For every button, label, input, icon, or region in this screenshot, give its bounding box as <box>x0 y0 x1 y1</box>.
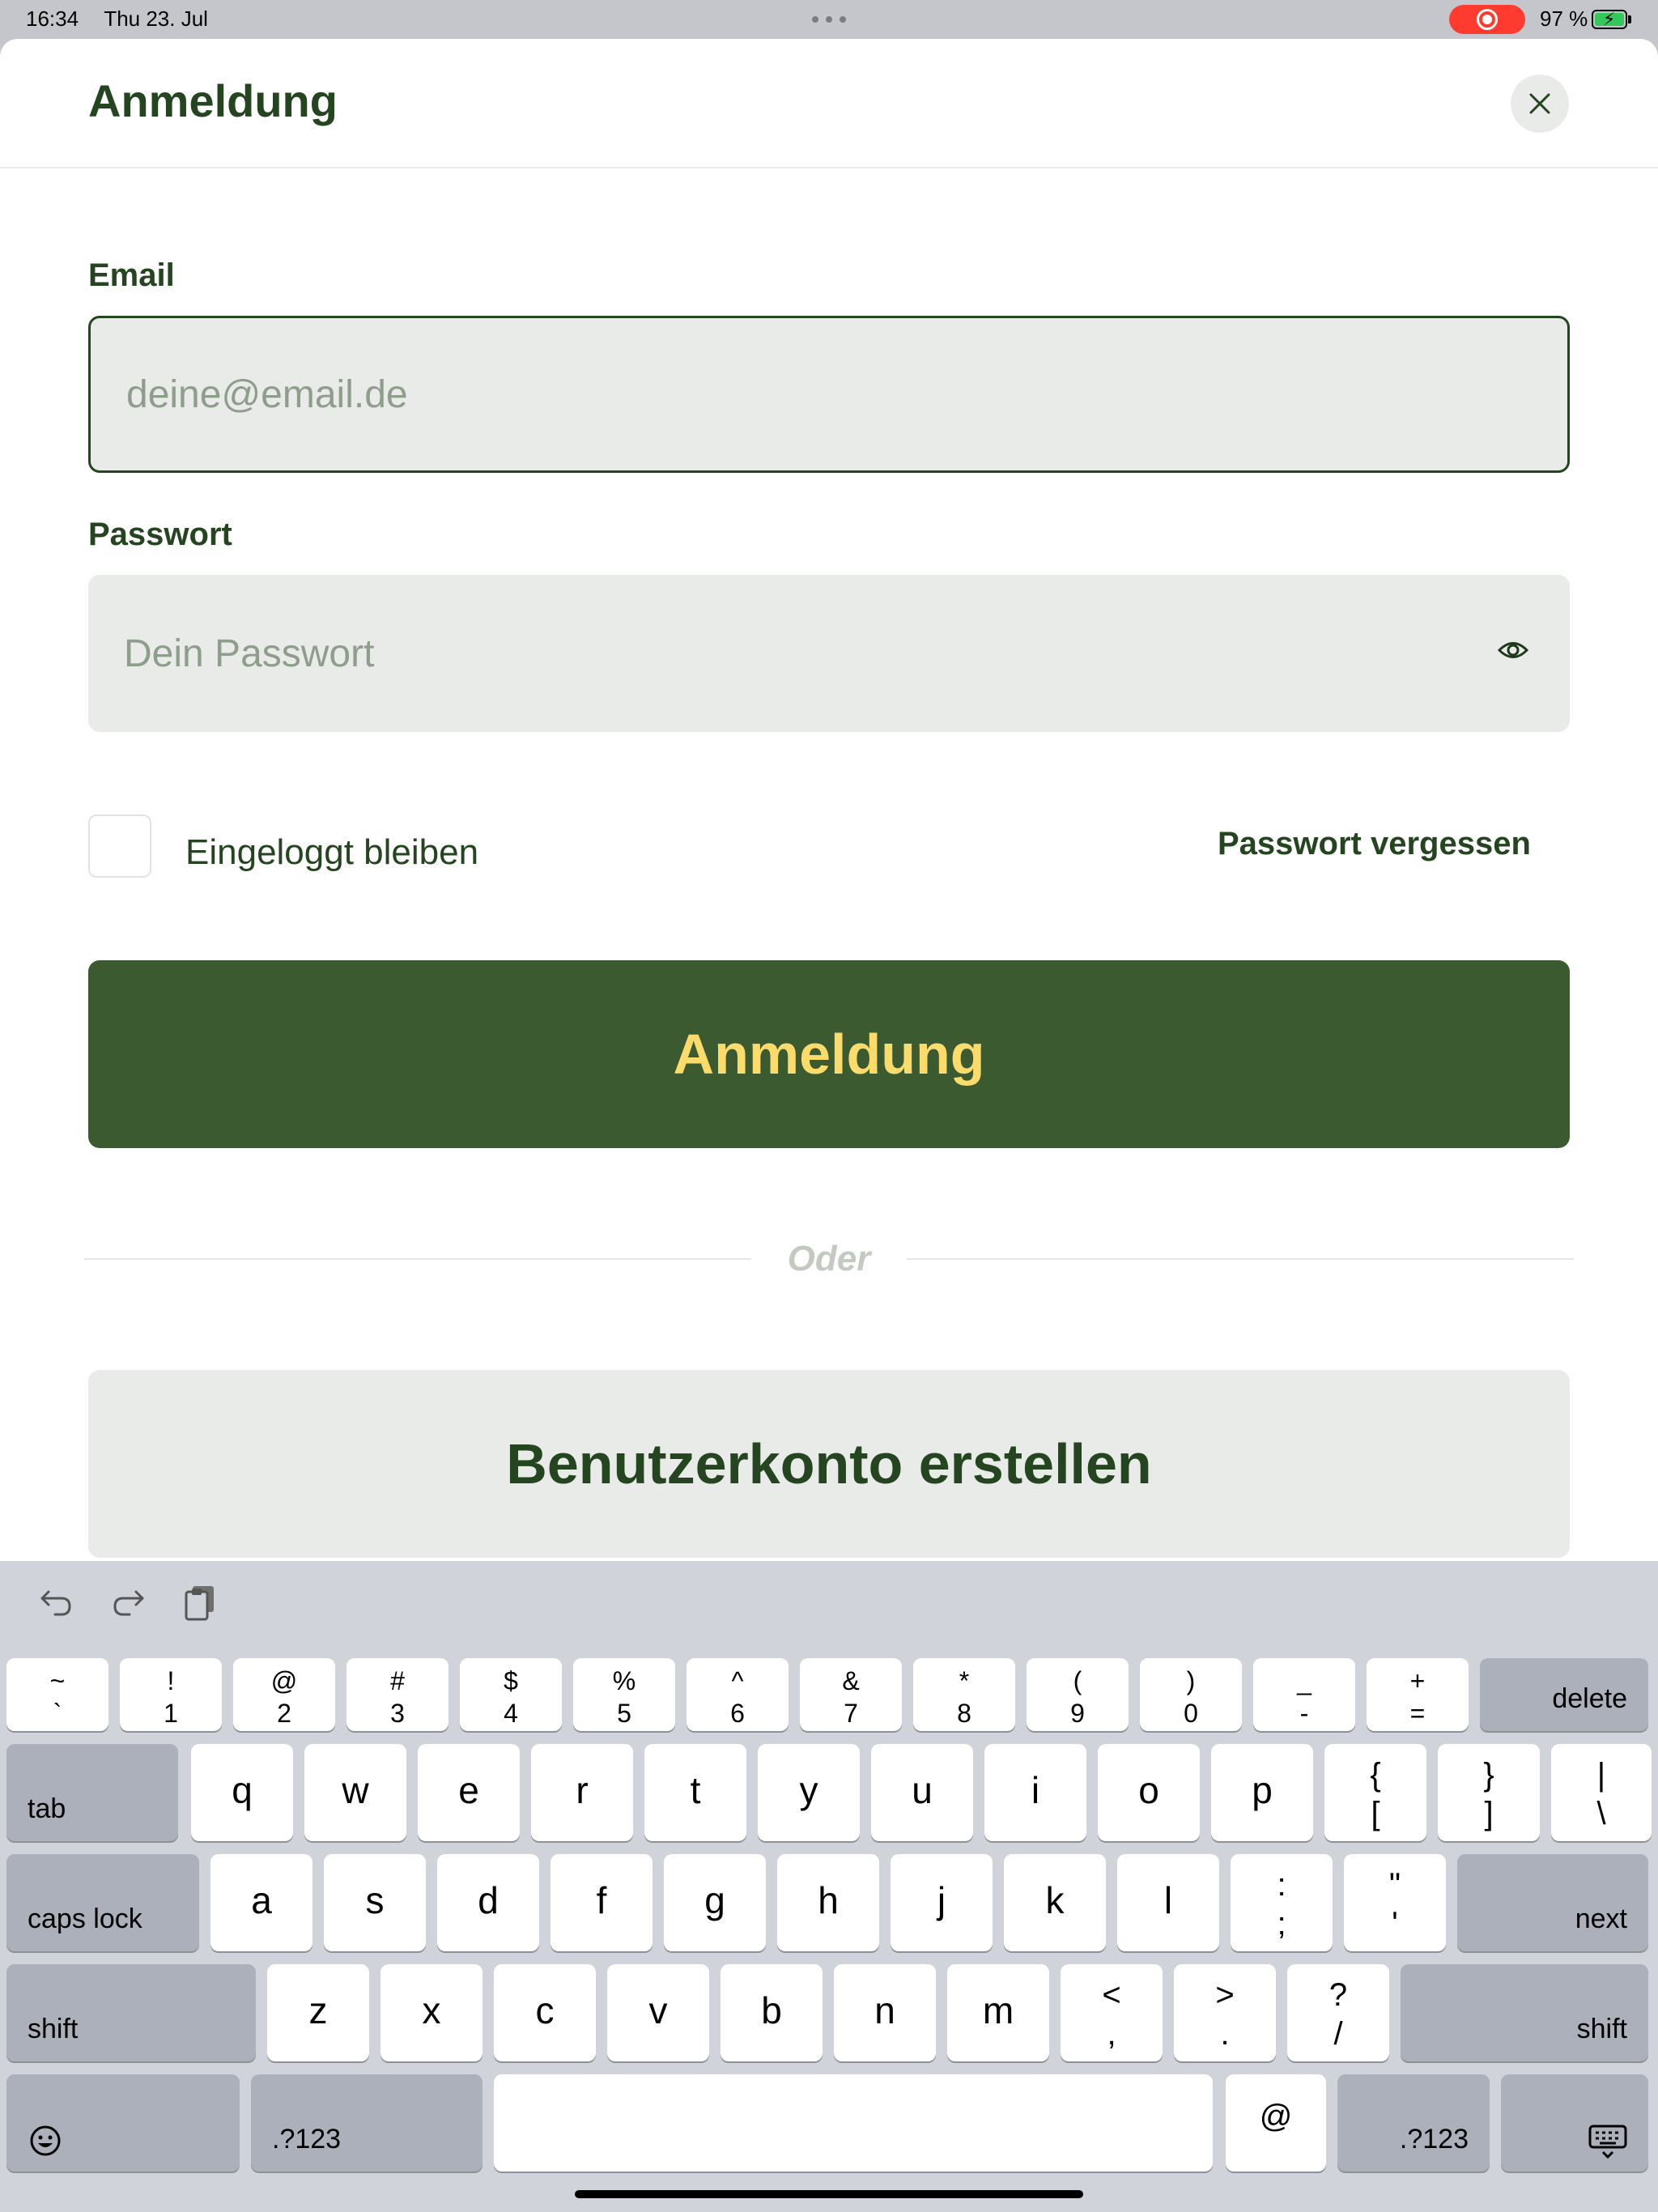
key-letter: @ <box>1259 2099 1293 2134</box>
next-key-label: next <box>1575 1904 1627 1934</box>
key-symbol-0[interactable] <box>1231 1854 1333 1951</box>
email-placeholder: deine@email.de <box>126 372 408 416</box>
key-letter: s <box>365 1879 385 1921</box>
key-letter: p <box>1252 1769 1273 1811</box>
shift-key-left[interactable] <box>6 1964 256 2061</box>
screen-recording-icon[interactable] <box>1449 5 1525 34</box>
key-bottom-symbol: 4 <box>504 1699 518 1728</box>
key-bottom-symbol: 2 <box>277 1699 291 1728</box>
divider-line <box>84 1258 751 1260</box>
caps-lock-key-label: caps lock <box>28 1904 142 1934</box>
key-s[interactable] <box>324 1854 426 1951</box>
key-7[interactable] <box>800 1658 902 1731</box>
remember-me-checkbox[interactable] <box>88 815 151 878</box>
shift-key-right[interactable] <box>1401 1964 1648 2061</box>
key-letter: l <box>1163 1879 1173 1921</box>
shift-key-label: shift <box>1576 2014 1627 2044</box>
key-3[interactable] <box>346 1658 449 1731</box>
email-field[interactable] <box>88 316 1570 473</box>
space-bar[interactable] <box>494 2074 1213 2172</box>
emoji-icon <box>29 2125 62 2157</box>
key-g[interactable] <box>664 1854 766 1951</box>
key-bottom-symbol: 9 <box>1070 1699 1085 1728</box>
key-e[interactable] <box>418 1744 520 1841</box>
key-4[interactable] <box>460 1658 562 1731</box>
key-top-symbol: @ <box>270 1666 298 1695</box>
key-top-symbol: | <box>1596 1757 1606 1793</box>
key-c[interactable] <box>494 1964 596 2061</box>
page-title: Anmeldung <box>88 75 338 126</box>
key-r[interactable] <box>531 1744 633 1841</box>
key-o[interactable] <box>1098 1744 1200 1841</box>
key-symbol-r3-1[interactable] <box>1174 1964 1276 2061</box>
undo-icon[interactable] <box>39 1584 74 1619</box>
key-top-symbol: " <box>1388 1867 1401 1903</box>
delete-key-label: delete <box>1552 1683 1627 1714</box>
key-[[interactable] <box>1324 1744 1426 1841</box>
status-date: Thu 23. Jul <box>104 6 208 31</box>
key-top-symbol: ( <box>1073 1666 1082 1695</box>
key-`[interactable] <box>6 1658 108 1731</box>
key-letter: r <box>576 1769 589 1811</box>
key-bottom-symbol: = <box>1409 1699 1426 1728</box>
key-top-symbol: > <box>1215 1977 1235 2013</box>
key-letter: o <box>1138 1769 1159 1811</box>
at-key[interactable] <box>1226 2074 1326 2172</box>
tab-key-label: tab <box>28 1793 66 1824</box>
key-top-symbol: { <box>1370 1757 1381 1793</box>
key-m[interactable] <box>947 1964 1049 2061</box>
next-key[interactable] <box>1457 1854 1648 1951</box>
close-icon <box>1528 91 1552 116</box>
key-letter: t <box>690 1769 701 1811</box>
key-w[interactable] <box>304 1744 406 1841</box>
key-l[interactable] <box>1117 1854 1219 1951</box>
key-top-symbol: ^ <box>731 1666 744 1695</box>
key-letter: q <box>232 1769 253 1811</box>
key-letter: h <box>818 1879 839 1921</box>
key-letter: n <box>874 1989 895 2031</box>
eye-icon[interactable] <box>1497 638 1529 662</box>
key-2[interactable] <box>233 1658 335 1731</box>
key-h[interactable] <box>777 1854 879 1951</box>
key-top-symbol: ! <box>167 1666 175 1695</box>
numbers-key-left[interactable] <box>251 2074 483 2172</box>
key-bottom-symbol: 1 <box>164 1699 178 1728</box>
key-q[interactable] <box>191 1744 293 1841</box>
key-top-symbol: _ <box>1297 1666 1312 1695</box>
key-letter: k <box>1045 1879 1065 1921</box>
status-time: 16:34 <box>26 6 79 31</box>
key-top-symbol: : <box>1277 1867 1286 1903</box>
forgot-password-link[interactable]: Passwort vergessen <box>1218 826 1531 861</box>
key-bottom-symbol: 0 <box>1184 1699 1198 1728</box>
key-letter: c <box>535 1989 555 2031</box>
key-j[interactable] <box>891 1854 993 1951</box>
key-bottom-symbol: 8 <box>957 1699 971 1728</box>
sheet-header <box>0 39 1658 168</box>
home-indicator[interactable] <box>575 2190 1083 2198</box>
tab-key[interactable] <box>6 1744 178 1841</box>
key-symbol-r3-2[interactable] <box>1287 1964 1389 2061</box>
key-z[interactable] <box>267 1964 369 2061</box>
key-bottom-symbol: 6 <box>730 1699 745 1728</box>
key-bottom-symbol: , <box>1107 2016 1116 2052</box>
key-letter: y <box>799 1769 818 1811</box>
delete-key[interactable] <box>1480 1658 1648 1731</box>
emoji-key[interactable] <box>6 2074 240 2172</box>
key-letter: v <box>648 1989 668 2031</box>
key-n[interactable] <box>834 1964 936 2061</box>
key-bottom-symbol: 5 <box>617 1699 631 1728</box>
key-top-symbol: ? <box>1329 1977 1348 2013</box>
key-top-symbol: } <box>1483 1757 1494 1793</box>
key-6[interactable] <box>687 1658 789 1731</box>
caps-lock-key[interactable] <box>6 1854 199 1951</box>
key-letter: b <box>761 1989 782 2031</box>
login-sheet <box>0 39 1658 1561</box>
key-top-symbol: $ <box>504 1666 518 1695</box>
key-=[interactable] <box>1367 1658 1469 1731</box>
key-top-symbol: % <box>612 1666 636 1695</box>
key-v[interactable] <box>607 1964 709 2061</box>
login-button[interactable]: Anmeldung <box>88 960 1570 1148</box>
key-bottom-symbol: 3 <box>390 1699 405 1728</box>
key-a[interactable] <box>210 1854 312 1951</box>
clipboard-icon[interactable] <box>183 1584 219 1623</box>
password-placeholder: Dein Passwort <box>124 632 375 675</box>
key-top-symbol: & <box>842 1666 860 1695</box>
key-bottom-symbol: . <box>1220 2016 1230 2052</box>
numbers-key-label: .?123 <box>1399 2124 1469 2155</box>
key-letter: j <box>937 1879 946 1921</box>
shift-key-label: shift <box>28 2014 79 2044</box>
key-letter: d <box>478 1879 499 1921</box>
key-letter: e <box>458 1769 479 1811</box>
divider-line <box>907 1258 1574 1260</box>
key-9[interactable] <box>1027 1658 1129 1731</box>
key-\[interactable] <box>1551 1744 1652 1841</box>
key-x[interactable] <box>380 1964 483 2061</box>
key-top-symbol: ) <box>1186 1666 1196 1695</box>
create-account-button[interactable]: Benutzerkonto erstellen <box>88 1370 1570 1558</box>
key-bottom-symbol: ' <box>1392 1906 1398 1942</box>
key-0[interactable] <box>1140 1658 1242 1731</box>
numbers-key-right[interactable] <box>1337 2074 1490 2172</box>
status-bar <box>0 0 1658 39</box>
password-label: Passwort <box>88 517 232 552</box>
key-top-symbol: < <box>1102 1977 1121 2013</box>
key-letter: g <box>704 1879 725 1921</box>
key-5[interactable] <box>573 1658 675 1731</box>
email-label: Email <box>88 257 175 293</box>
key-top-symbol: + <box>1409 1666 1426 1695</box>
key-bottom-symbol: 7 <box>844 1699 858 1728</box>
key-letter: i <box>1031 1769 1040 1811</box>
key-i[interactable] <box>984 1744 1086 1841</box>
key-d[interactable] <box>437 1854 539 1951</box>
key-top-symbol: * <box>959 1666 970 1695</box>
key-bottom-symbol: [ <box>1371 1796 1380 1831</box>
key-top-symbol: # <box>390 1666 405 1695</box>
key-f[interactable] <box>551 1854 653 1951</box>
numbers-key-label: .?123 <box>272 2124 342 2155</box>
key-symbol-1[interactable] <box>1344 1854 1446 1951</box>
battery-icon: ⚡ <box>1592 10 1627 29</box>
key--[interactable] <box>1253 1658 1355 1731</box>
key-8[interactable] <box>913 1658 1015 1731</box>
hide-keyboard-key[interactable] <box>1501 2074 1648 2172</box>
key-letter: x <box>422 1989 441 2031</box>
key-letter: a <box>251 1879 272 1921</box>
key-letter: f <box>596 1879 607 1921</box>
key-bottom-symbol: / <box>1333 2016 1343 2052</box>
multitasking-dots-icon[interactable] <box>812 16 846 23</box>
key-bottom-symbol: ` <box>53 1699 62 1728</box>
key-t[interactable] <box>644 1744 746 1841</box>
divider-label: Oder <box>787 1239 871 1278</box>
key-letter: u <box>912 1769 933 1811</box>
key-symbol-r3-0[interactable] <box>1061 1964 1163 2061</box>
key-1[interactable] <box>120 1658 222 1731</box>
close-button[interactable] <box>1511 74 1569 133</box>
password-field[interactable] <box>88 575 1570 732</box>
key-bottom-symbol: - <box>1299 1699 1309 1728</box>
key-top-symbol: ~ <box>49 1666 66 1695</box>
status-time-date <box>26 6 208 32</box>
key-letter: m <box>982 1989 1014 2031</box>
key-bottom-symbol: \ <box>1596 1796 1606 1831</box>
key-b[interactable] <box>721 1964 823 2061</box>
battery-percent: 97 % <box>1540 6 1588 31</box>
hide-keyboard-icon <box>1588 2125 1627 2160</box>
redo-icon[interactable] <box>110 1584 146 1619</box>
key-letter: w <box>342 1769 369 1811</box>
key-][interactable] <box>1438 1744 1540 1841</box>
remember-me-label[interactable]: Eingeloggt bleiben <box>185 832 479 872</box>
key-k[interactable] <box>1004 1854 1106 1951</box>
key-u[interactable] <box>871 1744 973 1841</box>
key-bottom-symbol: ; <box>1277 1906 1286 1942</box>
key-letter: z <box>308 1989 328 2031</box>
key-y[interactable] <box>758 1744 860 1841</box>
key-p[interactable] <box>1211 1744 1313 1841</box>
key-bottom-symbol: ] <box>1484 1796 1494 1831</box>
